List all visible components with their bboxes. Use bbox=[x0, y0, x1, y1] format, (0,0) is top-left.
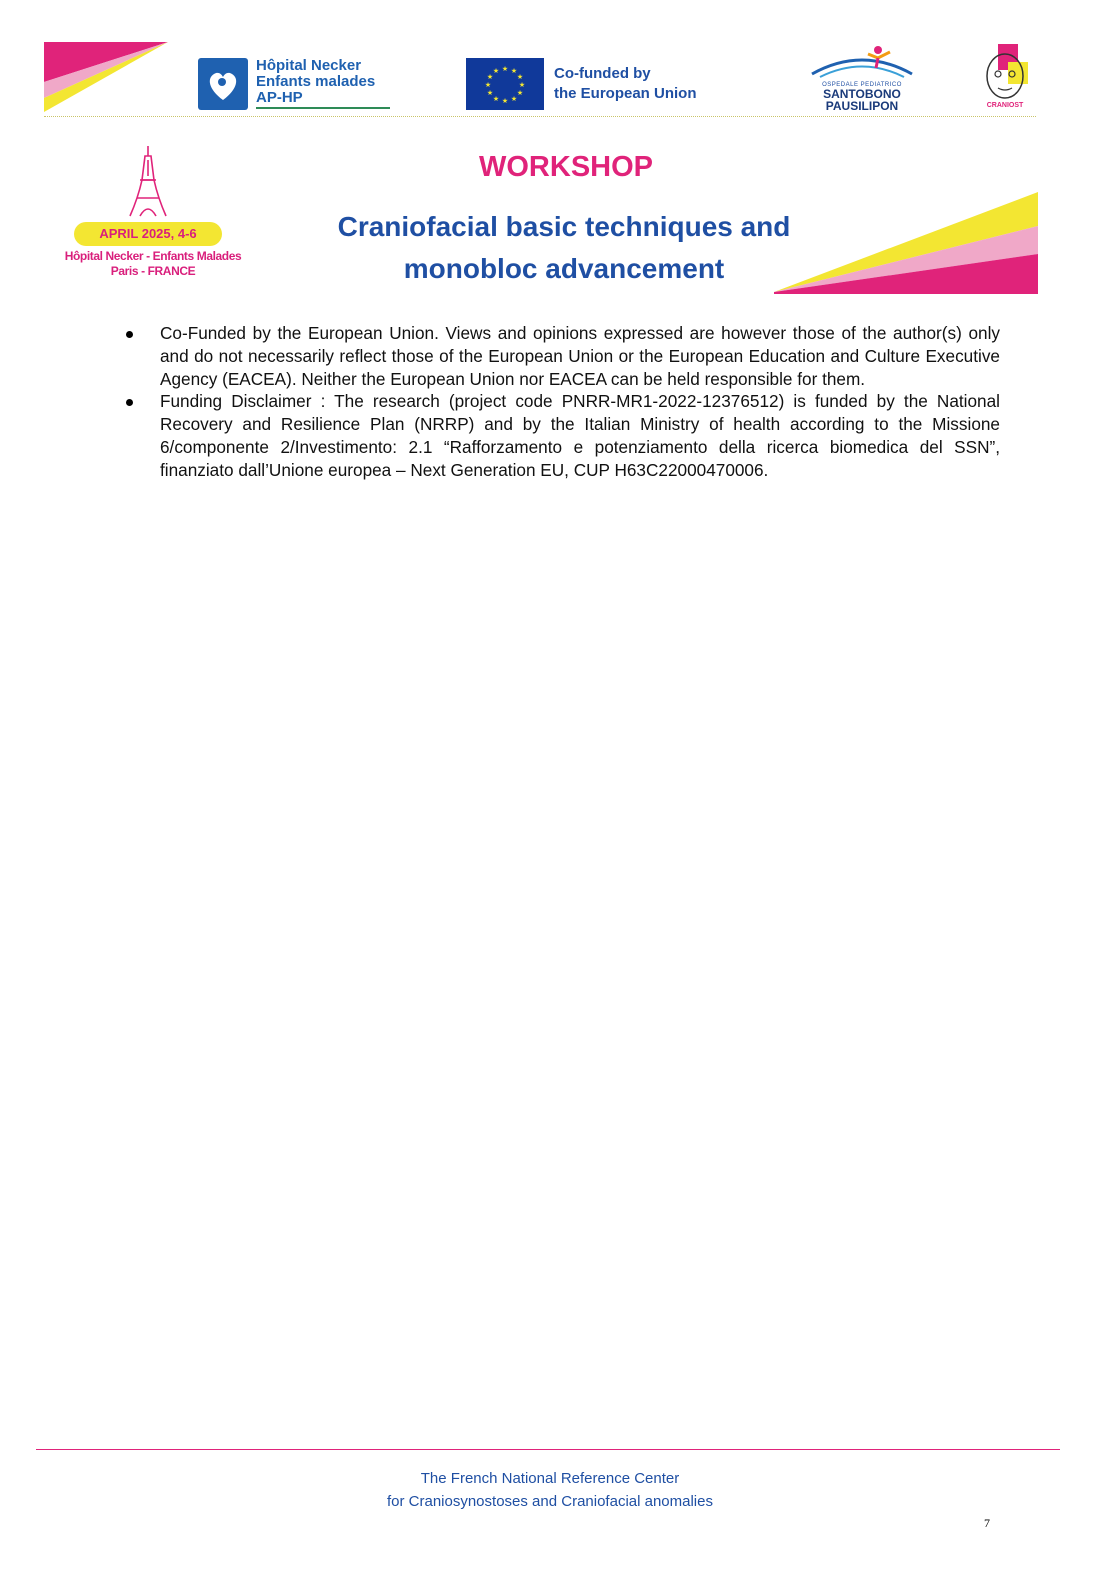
disclaimer-list bbox=[120, 322, 1000, 482]
event-date-badge: APRIL 2025, 4-6 bbox=[74, 222, 222, 246]
svg-text:★: ★ bbox=[516, 73, 524, 81]
svg-text:★: ★ bbox=[510, 95, 518, 103]
santobono-line-1: SANTOBONO bbox=[823, 87, 901, 101]
necker-line-2: Enfants malades bbox=[256, 73, 376, 90]
necker-underline bbox=[256, 107, 390, 109]
svg-text:★: ★ bbox=[486, 89, 494, 97]
necker-heart-icon bbox=[198, 58, 248, 110]
svg-text:★: ★ bbox=[492, 67, 500, 75]
workshop-heading: WORKSHOP bbox=[479, 151, 653, 183]
page-number: 7 bbox=[984, 1516, 990, 1530]
necker-line-3: AP-HP bbox=[256, 89, 303, 106]
svg-text:★: ★ bbox=[492, 95, 500, 103]
svg-text:★: ★ bbox=[518, 81, 526, 89]
event-venue bbox=[50, 249, 256, 279]
footer-line-2: for Craniosynostoses and Craniofacial anomalies bbox=[386, 1493, 713, 1510]
santobono-subtitle: OSPEDALE PEDIATRICO bbox=[822, 82, 902, 88]
eu-line-1: Co-funded by bbox=[554, 65, 651, 82]
svg-text:★: ★ bbox=[501, 97, 509, 105]
necker-logo-text bbox=[256, 58, 375, 106]
eiffel-tower-icon bbox=[128, 146, 168, 218]
necker-line-1: Hôpital Necker bbox=[256, 57, 362, 74]
eu-logo bbox=[466, 58, 736, 110]
title-line-2: monobloc advancement bbox=[403, 253, 725, 284]
santobono-figure-icon bbox=[806, 44, 918, 82]
workshop-title bbox=[298, 206, 830, 290]
svg-text:★: ★ bbox=[516, 89, 524, 97]
decorative-stripes-top-left bbox=[44, 42, 168, 112]
header-divider bbox=[44, 116, 1036, 117]
funding-disclaimer-text: Funding Disclaimer : The research (project code PNRR-MR1-2022-12376512) is funded by the National Recovery and Resilience Plan (NRRP) and by the Italian Ministry of health according to the Missione 6/componente 2/Investimento: 2.1 “Rafforzamento e potenziamento della ricerca biomedica del SSN”, finanziato dall’Unione europea – Next Generation EU, CUP H63C22000470006. bbox=[160, 391, 1000, 480]
craniost-logo bbox=[978, 44, 1032, 112]
craniost-face-icon bbox=[978, 44, 1032, 102]
santobono-logo-text bbox=[806, 82, 918, 112]
venue-line-1: Hôpital Necker - Enfants Malades bbox=[64, 249, 242, 263]
title-line-1: Craniofacial basic techniques and bbox=[337, 211, 791, 242]
necker-logo bbox=[198, 58, 394, 110]
svg-text:★: ★ bbox=[501, 65, 509, 73]
footer-divider bbox=[36, 1449, 1060, 1450]
decorative-stripes-right bbox=[774, 192, 1038, 294]
santobono-logo bbox=[806, 44, 918, 116]
list-item bbox=[120, 390, 1000, 481]
bullet-icon bbox=[126, 399, 133, 406]
eu-logo-text bbox=[554, 64, 697, 104]
venue-line-2: Paris - FRANCE bbox=[110, 264, 196, 278]
eu-line-2: the European Union bbox=[554, 85, 697, 102]
santobono-line-2: PAUSILIPON bbox=[825, 99, 899, 113]
eu-flag-icon bbox=[466, 58, 544, 110]
eu-disclaimer-text: Co-Funded by the European Union. Views and opinions expressed are however those of the author(s) only and do not necessarily reflect those of the European Union or the European Education and Culture Executive Agency (EACEA). Neither the European Union nor EACEA can be held responsible for them. bbox=[160, 323, 1000, 389]
svg-text:★: ★ bbox=[484, 81, 492, 89]
craniost-label: CRANIOST bbox=[986, 102, 1024, 109]
footer-line-1: The French National Reference Center bbox=[420, 1470, 680, 1487]
list-item bbox=[120, 322, 1000, 390]
bullet-icon bbox=[126, 331, 133, 338]
footer-text bbox=[300, 1467, 800, 1513]
svg-text:★: ★ bbox=[486, 73, 494, 81]
svg-text:★: ★ bbox=[510, 67, 518, 75]
